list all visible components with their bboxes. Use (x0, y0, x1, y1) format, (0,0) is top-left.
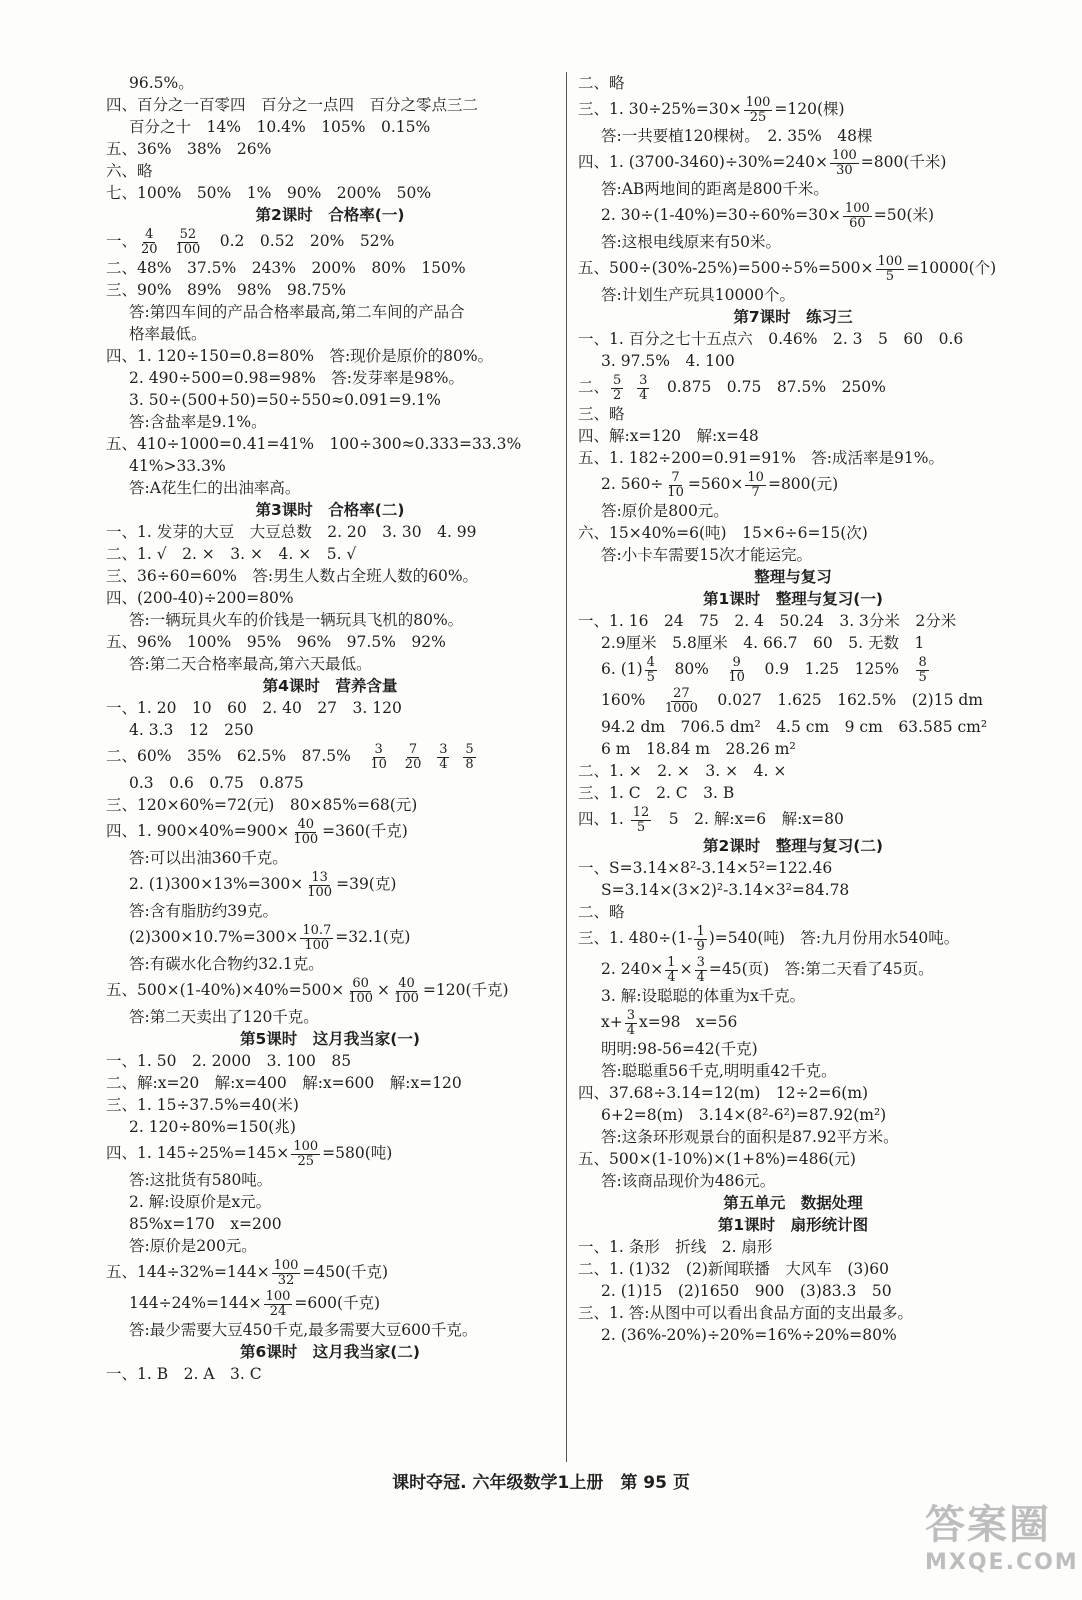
section-title: 第5课时 这月我当家(一) (240, 1030, 420, 1048)
text-segment: =10000(个) (906, 259, 997, 277)
denominator: 100 (307, 884, 333, 900)
fraction (645, 656, 657, 685)
answer-line: 四、(200-40)÷200=80% (106, 589, 294, 607)
numerator: 5 (465, 741, 474, 757)
answer-line (106, 816, 554, 847)
answer-line: 96.5%。 (129, 74, 194, 92)
text-segment: 0.9 1.25 125% (748, 660, 915, 678)
numerator: 12 (632, 804, 650, 820)
text-segment: x=98 x=56 (639, 1013, 738, 1031)
answer-line: 一、S=3.14×8²-3.14×5²=122.46 (578, 859, 833, 877)
text-segment: 2. 560÷ (601, 475, 664, 493)
denominator: 100 (348, 990, 374, 1006)
denominator: 4 (696, 969, 705, 985)
answer-line: 二、略 (578, 74, 625, 92)
fraction (665, 956, 677, 985)
numerator: 5 (613, 372, 622, 388)
text-segment: 0.2 0.52 20% 52% (204, 232, 395, 250)
answer-line: 三、90% 89% 98% 98.75% (106, 281, 346, 299)
numerator: 9 (732, 654, 741, 670)
answer-line (578, 954, 1008, 985)
answer-line (106, 922, 554, 953)
watermark-text: 答案圈 (925, 1502, 1051, 1548)
answer-line: 答:含盐率是9.1%。 (129, 413, 267, 431)
denominator: 5 (646, 669, 655, 685)
text-segment: =800(元) (767, 475, 839, 493)
denominator: 5 (636, 819, 646, 835)
answer-line: 2. 490÷500=0.98=98% 答:发芽率是98%。 (129, 369, 464, 387)
watermark-domain: MXQE.COM (925, 1550, 1079, 1575)
text-segment: 四、1. (578, 810, 629, 828)
fraction (745, 471, 766, 500)
answer-line: 3. 50÷(500+50)=50÷550≈0.091=9.1% (129, 391, 441, 409)
answer-line: 明明:98-56=42(千克) (601, 1040, 758, 1058)
text-segment: 80% (658, 660, 725, 678)
denominator: 20 (141, 241, 158, 257)
denominator: 60 (849, 215, 866, 231)
numerator: 3 (374, 741, 383, 757)
answer-line: 三、36÷60=60% 答:男生人数占全班人数的60%。 (106, 567, 479, 585)
answer-line: 百分之十 14% 10.4% 105% 0.15% (129, 118, 431, 136)
text-segment: 0.875 0.75 87.5% 250% (651, 378, 886, 396)
page-footer: 课时夺冠. 六年级数学1上册 第 95 页 (392, 1473, 690, 1493)
answer-line: 一、1. 50 2. 2000 3. 100 85 (106, 1052, 352, 1070)
numerator: 1 (667, 954, 676, 970)
answer-line: 二、解:x=20 解:x=400 解:x=600 解:x=120 (106, 1074, 462, 1092)
fraction (437, 743, 449, 772)
text-segment: =32.1(克) (335, 928, 411, 946)
denominator: 10 (667, 484, 684, 500)
answer-line: 二、48% 37.5% 243% 200% 80% 150% (106, 259, 466, 277)
answer-line: 二、1. (1)32 (2)新闻联播 大风车 (3)60 (578, 1260, 890, 1278)
answer-line: 二、略 (578, 903, 625, 921)
fraction (663, 687, 700, 716)
text-segment: 0.027 1.625 162.5% (2)15 dm (701, 691, 983, 709)
section-title: 第1课时 扇形统计图 (717, 1216, 869, 1234)
text-segment: 160% (601, 691, 661, 709)
section-title: 第6课时 这月我当家(二) (240, 1343, 420, 1361)
answer-line (578, 1007, 1008, 1038)
text-segment (451, 747, 461, 765)
answer-line: 2. 120÷80%=150(兆) (129, 1118, 296, 1136)
fraction (300, 924, 333, 953)
section-title: 第3课时 合格率(二) (255, 501, 405, 519)
answer-line: 0.3 0.6 0.75 0.875 (129, 774, 304, 792)
answer-line: 答:最少需要大豆450千克,最多需要大豆600千克。 (129, 1321, 478, 1339)
fraction (272, 1259, 301, 1288)
text-segment: × (377, 981, 391, 999)
answer-line: 答:AB两地间的距离是800千米。 (601, 180, 829, 198)
numerator: 4 (145, 226, 154, 242)
denominator: 100 (304, 937, 330, 953)
fraction (726, 656, 747, 685)
section-title: 第五单元 数据处理 (723, 1194, 863, 1212)
numerator: 40 (297, 816, 314, 832)
text-segment: 四、1. 900×40%=900× (106, 822, 290, 840)
text-segment: 二、 (578, 378, 610, 396)
denominator: 2 (613, 387, 622, 403)
answer-line: 85%x=170 x=200 (129, 1215, 282, 1233)
answer-line: 五、1. 182÷200=0.91=91% 答:成活率是91%。 (578, 449, 944, 467)
fraction (463, 743, 475, 772)
numerator: 40 (398, 975, 415, 991)
fraction (173, 228, 202, 257)
answer-line (578, 147, 1008, 178)
denominator: 4 (626, 1022, 636, 1038)
text-segment: =360(千克) (322, 822, 408, 840)
denominator: 32 (277, 1272, 295, 1288)
text-segment: × (679, 960, 693, 978)
section-title: 第4课时 营养含量 (262, 677, 398, 695)
answer-line (106, 1288, 554, 1319)
answer-line: 五、96% 100% 95% 96% 97.5% 92% (106, 633, 446, 651)
text-segment: =50(米) (873, 206, 935, 224)
denominator: 100 (293, 831, 319, 847)
denominator: 4 (439, 756, 448, 772)
answer-line: 五、500×(1-10%)×(1+8%)=486(元) (578, 1150, 856, 1168)
answer-line: 2.9厘米 5.8厘米 4. 66.7 60 5. 无数 1 (601, 634, 925, 652)
answer-line: 三、120×60%=72(元) 80×85%=68(元) (106, 796, 418, 814)
fraction (744, 96, 773, 125)
answer-line: 五、36% 38% 26% (106, 140, 272, 158)
answer-line: 三、1. 15÷37.5%=40(米) (106, 1096, 299, 1114)
answer-line: 一、1. 百分之七十五点六 0.46% 2. 3 5 60 0.6 (578, 330, 964, 348)
column-divider (566, 72, 567, 1462)
denominator: 10 (728, 669, 745, 685)
numerator: 100 (844, 200, 870, 216)
answer-line: 格率最低。 (129, 325, 207, 343)
answer-line: 6 m 18.84 m 28.26 m² (601, 740, 796, 758)
answer-line (578, 804, 1008, 835)
fraction (695, 956, 707, 985)
numerator: 3 (639, 372, 648, 388)
text-segment: 二、60% 35% 62.5% 87.5% (106, 747, 367, 765)
numerator: 3 (626, 1007, 636, 1023)
text-segment: =120(千克) (422, 981, 509, 999)
numerator: 52 (179, 226, 197, 242)
denominator: 20 (404, 756, 422, 772)
numerator: 7 (408, 741, 418, 757)
answer-line: 四、解:x=120 解:x=48 (578, 427, 759, 445)
answer-line: 答:可以出油360千克。 (129, 849, 288, 867)
answer-line: 答:原价是200元。 (129, 1237, 257, 1255)
answer-line: 答:第二天卖出了120千克。 (129, 1008, 319, 1026)
section-title: 第7课时 练习三 (733, 308, 853, 326)
fraction (694, 925, 706, 954)
text-segment: =600(千克) (294, 1294, 381, 1312)
numerator: 100 (745, 94, 771, 110)
answer-line: 一、1. 发芽的大豆 大豆总数 2. 20 3. 30 4. 99 (106, 523, 477, 541)
answer-line (106, 1257, 554, 1288)
fraction (876, 255, 905, 284)
text-segment: =580(吨) (322, 1144, 393, 1162)
text-segment (625, 378, 635, 396)
fraction (139, 228, 160, 257)
denominator: 10 (370, 756, 387, 772)
answer-line (578, 372, 1008, 403)
denominator: 100 (175, 241, 201, 257)
text-segment: 五、500×(1-40%)×40%=500× (106, 981, 345, 999)
answer-line: S=3.14×(3×2)²-3.14×3²=84.78 (601, 881, 850, 899)
denominator: 24 (269, 1303, 287, 1319)
denominator: 25 (297, 1153, 314, 1169)
numerator: 100 (831, 147, 857, 163)
text-segment: 2. (1)300×13%=300× (129, 875, 304, 893)
fraction (843, 202, 872, 231)
answer-line: 答:一辆玩具火车的价钱是一辆玩具飞机的80%。 (129, 611, 464, 629)
text-segment (391, 747, 401, 765)
answer-line: 答:该商品现价为486元。 (601, 1172, 776, 1190)
answer-line: 3. 97.5% 4. 100 (601, 352, 735, 370)
answer-line: 四、37.68÷3.14=12(m) 12÷2=6(m) (578, 1084, 869, 1102)
answer-line (106, 741, 554, 772)
denominator: 100 (394, 990, 419, 1006)
answer-line: 三、1. C 2. C 3. B (578, 784, 735, 802)
denominator: 25 (749, 109, 767, 125)
denominator: 30 (836, 162, 853, 178)
answer-line: 三、略 (578, 405, 625, 423)
numerator: 100 (293, 1138, 319, 1154)
numerator: 60 (352, 975, 369, 991)
answer-line: 2. (1)15 (2)1650 900 (3)83.3 50 (601, 1282, 892, 1300)
denominator: 4 (667, 969, 676, 985)
right-column (578, 72, 1008, 1346)
fraction (305, 871, 334, 900)
fraction (264, 1290, 293, 1319)
fraction (830, 149, 859, 178)
denominator: 8 (465, 756, 474, 772)
answer-line: 一、1. 16 24 75 2. 4 50.24 3. 3分米 2分米 (578, 612, 957, 630)
answer-line (106, 226, 554, 257)
numerator: 10.7 (302, 922, 332, 938)
text-segment: 一、 (106, 232, 138, 250)
denominator: 5 (885, 268, 895, 284)
answer-line: 二、1. × 2. × 3. × 4. × (578, 762, 787, 780)
answer-line: 答:这批货有580吨。 (129, 1171, 273, 1189)
answer-line: 四、百分之一百零四 百分之一点四 百分之零点三二 (106, 96, 479, 114)
answer-line (578, 469, 1008, 500)
answer-line: 答:聪聪重56千克,明明重42千克。 (601, 1062, 837, 1080)
fraction (625, 1009, 637, 1038)
numerator: 100 (273, 1257, 299, 1273)
fraction (392, 977, 421, 1006)
answer-line: 答:原价是800元。 (601, 502, 729, 520)
answer-line (578, 923, 1008, 954)
text-segment: =45(页) 答:第二天看了45页。 (708, 960, 934, 978)
fraction (346, 977, 375, 1006)
fraction (291, 1140, 320, 1169)
answer-line: 答:含有脂肪约39克。 (129, 902, 278, 920)
answer-line: 3. 解:设聪聪的体重为x千克。 (601, 987, 806, 1005)
answer-line (578, 253, 1008, 284)
text-segment: 三、1. 30÷25%=30× (578, 100, 742, 118)
text-segment: 五、144÷32%=144× (106, 1263, 270, 1281)
denominator: 9 (696, 938, 705, 954)
fraction (291, 818, 320, 847)
numerator: 1 (696, 923, 705, 939)
answer-line: 2. (36%-20%)÷20%=16%÷20%=80% (601, 1326, 897, 1344)
answer-line: 二、1. √ 2. × 3. × 4. × 5. √ (106, 545, 357, 563)
denominator: 1000 (664, 700, 698, 716)
numerator: 13 (311, 869, 328, 885)
text-segment: =39(克) (336, 875, 397, 893)
answer-line: 6+2=8(m) 3.14×(8²-6²)=87.92(m²) (601, 1106, 887, 1124)
denominator: 7 (751, 484, 760, 500)
denominator: 5 (918, 669, 927, 685)
text-segment: =560× (687, 475, 744, 493)
fraction (916, 656, 928, 685)
fraction (631, 806, 652, 835)
answer-line: 答:一共要植120棵树。 2. 35% 48棵 (601, 127, 873, 145)
answer-line: 一、1. 条形 折线 2. 扇形 (578, 1238, 773, 1256)
text-segment: )=540(吨) 答:九月份用水540吨。 (708, 929, 960, 947)
numerator: 3 (696, 954, 705, 970)
answer-line: 四、1. 120÷150=0.8=80% 答:现价是原价的80%。 (106, 347, 494, 365)
fraction (637, 374, 649, 403)
numerator: 7 (671, 469, 680, 485)
section-title: 第1课时 整理与复习(一) (703, 590, 883, 608)
section-title: 整理与复习 (754, 568, 832, 586)
answer-line: 六、略 (106, 162, 153, 180)
section-title: 第2课时 整理与复习(二) (703, 837, 883, 855)
numerator: 27 (673, 685, 690, 701)
site-watermark-logo (925, 1493, 1079, 1575)
text-segment: 5 2. 解:x=6 解:x=80 (653, 810, 844, 828)
answer-line: 答:有碳水化合物约32.1克。 (129, 955, 324, 973)
text-segment: x+ (601, 1013, 623, 1031)
denominator: 4 (639, 387, 648, 403)
fraction (403, 743, 424, 772)
numerator: 10 (747, 469, 764, 485)
answer-line: 答:小卡车需要15次才能运完。 (601, 546, 812, 564)
answer-line (578, 685, 1008, 716)
answer-line: 答:这根电线原来有50米。 (601, 233, 781, 251)
section-title: 第2课时 合格率(一) (255, 206, 405, 224)
text-segment (162, 232, 172, 250)
text-segment: 三、1. 480÷(1- (578, 929, 693, 947)
numerator: 3 (439, 741, 448, 757)
numerator: 100 (265, 1288, 291, 1304)
fraction (665, 471, 686, 500)
answer-line: 答:这条环形观景台的面积是87.92平方米。 (601, 1128, 899, 1146)
answer-line: 一、1. B 2. A 3. C (106, 1365, 262, 1383)
text-segment: 四、1. 145÷25%=145× (106, 1144, 290, 1162)
answer-line: 答:计划生产玩具10000个。 (601, 286, 796, 304)
answer-line (106, 975, 554, 1006)
text-segment: 144÷24%=144× (129, 1294, 262, 1312)
text-segment: =800(千米) (860, 153, 947, 171)
answer-line: 五、410÷1000=0.41=41% 100÷300≈0.333=33.3% (106, 435, 522, 453)
text-segment (425, 747, 435, 765)
answer-line: 2. 解:设原价是x元。 (129, 1193, 272, 1211)
answer-line: 一、1. 20 10 60 2. 40 27 3. 120 (106, 699, 402, 717)
text-segment: 6. (1) (601, 660, 643, 678)
answer-line (578, 654, 1008, 685)
text-segment: 2. 30÷(1-40%)=30÷60%=30× (601, 206, 841, 224)
answer-line (106, 1138, 554, 1169)
answer-line: 答:第二天合格率最高,第六天最低。 (129, 655, 372, 673)
text-segment: =450(千克) (302, 1263, 389, 1281)
answer-line: 三、1. 答:从图中可以看出食品方面的支出最多。 (578, 1304, 913, 1322)
answer-line (578, 200, 1008, 231)
text-segment: (2)300×10.7%=300× (129, 928, 299, 946)
answer-line: 六、15×40%=6(吨) 15×6÷6=15(次) (578, 524, 868, 542)
text-segment: 2. 240× (601, 960, 664, 978)
numerator: 8 (918, 654, 927, 670)
fraction (368, 743, 389, 772)
numerator: 4 (646, 654, 655, 670)
fraction (611, 374, 623, 403)
left-column (106, 72, 554, 1385)
text-segment: 五、500÷(30%-25%)=500÷5%=500× (578, 259, 874, 277)
answer-line (578, 94, 1008, 125)
answer-line: 七、100% 50% 1% 90% 200% 50% (106, 184, 432, 202)
answer-line: 41%>33.3% (129, 457, 226, 475)
text-segment: 四、1. (3700-3460)÷30%=240× (578, 153, 828, 171)
text-segment: =120(棵) (774, 100, 845, 118)
numerator: 100 (877, 253, 903, 269)
answer-line: 答:A花生仁的出油率高。 (129, 479, 301, 497)
answer-line: 答:第四车间的产品合格率最高,第二车间的产品合 (129, 303, 465, 321)
answer-line (106, 869, 554, 900)
answer-line: 94.2 dm 706.5 dm² 4.5 cm 9 cm 63.585 cm² (601, 718, 988, 736)
answer-line: 4. 3.3 12 250 (129, 721, 254, 739)
